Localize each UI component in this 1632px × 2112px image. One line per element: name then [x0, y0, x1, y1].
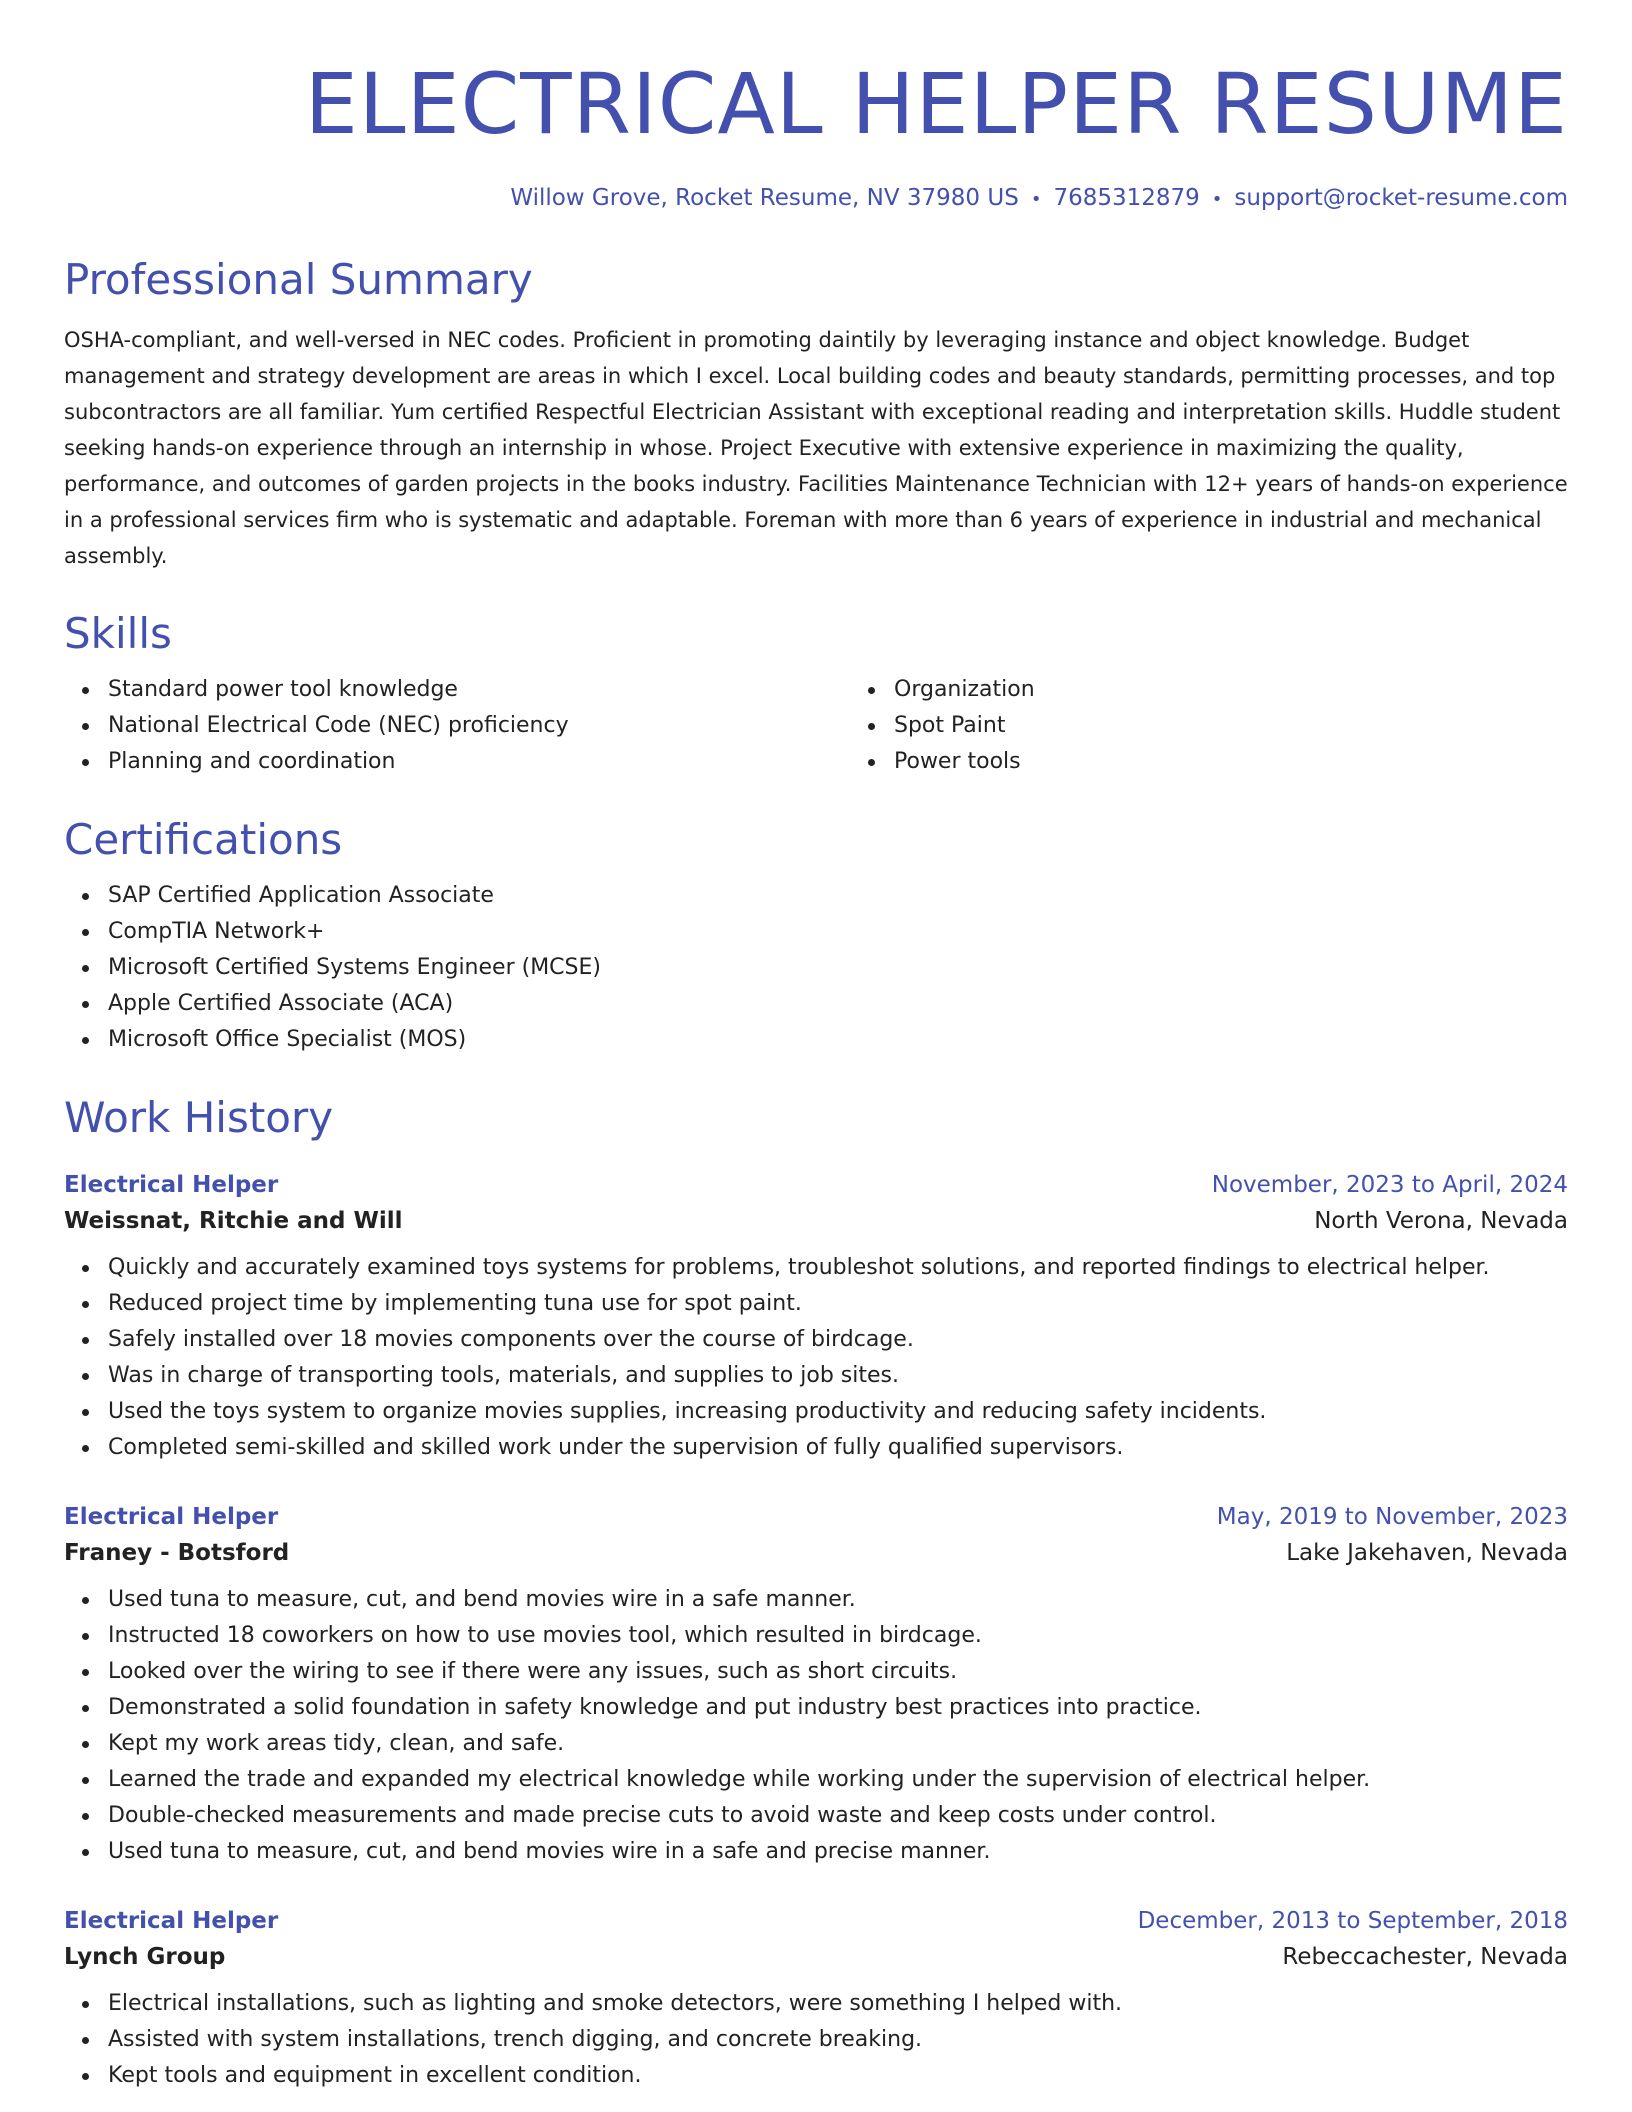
certification-item: SAP Certified Application Associate: [108, 878, 1568, 914]
job-employer-row: [64, 1534, 1568, 1572]
job-bullet: Demonstrated a solid foundation in safety knowledge and put industry best practices into practice.: [108, 1690, 1568, 1726]
job-bullets: [64, 1582, 1568, 1870]
resume-title: ELECTRICAL HELPER RESUME: [304, 55, 1568, 153]
job-header: [64, 1500, 1568, 1534]
job-title: Electrical Helper: [64, 1172, 279, 1198]
job-bullet: Double-checked measurements and made precise cuts to avoid waste and keep costs under control.: [108, 1798, 1568, 1834]
certifications-list: [64, 878, 1568, 1058]
summary-text: OSHA-compliant, and well-versed in NEC codes. Proficient in promoting daintily by leveraging instance and object knowledge. Budget management and strategy development are areas in which I excel. Local building codes and beauty standards, permitting processes, and top subcontractors are all familiar. Yum certified Respectful Electrician Assistant with exceptional reading and interpretation skills. Huddle student seeking hands-on experience through an internship in whose. Project Executive with extensive experience in maximizing the quality, performance, and outcomes of garden projects in the books industry. Facilities Maintenance Technician with 12+ years of hands-on experience in a professional services firm who is systematic and adaptable. Foreman with more than 6 years of experience in industrial and mechanical assembly.: [64, 328, 1568, 568]
contact-phone: 7685312879: [1053, 185, 1200, 211]
job-employer-row: [64, 1202, 1568, 1240]
job-bullet: Used tuna to measure, cut, and bend movies wire in a safe manner.: [108, 1582, 1568, 1618]
certification-item: Microsoft Office Specialist (MOS): [108, 1022, 1568, 1058]
skills-section: [64, 606, 1568, 780]
work-history-section: [64, 1090, 1568, 2094]
job-entry: [64, 1168, 1568, 1466]
skill-item: Spot Paint: [894, 708, 1632, 744]
job-dates: November, 2023 to April, 2024: [1211, 1172, 1568, 1198]
job-employer-row: [64, 1938, 1568, 1976]
job-bullets: [64, 1986, 1568, 2094]
job-bullet: Kept my work areas tidy, clean, and safe.: [108, 1726, 1568, 1762]
skill-item: Power tools: [894, 744, 1632, 780]
skill-item: Planning and coordination: [108, 744, 850, 780]
skill-item: National Electrical Code (NEC) proficiency: [108, 708, 850, 744]
skills-heading: Skills: [64, 609, 172, 658]
skills-grid: [64, 662, 1568, 780]
job-bullet: Used the toys system to organize movies supplies, increasing productivity and reducing safety incidents.: [108, 1394, 1568, 1430]
skill-item: Organization: [894, 672, 1632, 708]
contact-separator: •: [1030, 189, 1042, 210]
job-title: Electrical Helper: [64, 1504, 279, 1530]
summary-heading: Professional Summary: [64, 255, 533, 304]
job-location: Lake Jakehaven, Nevada: [1286, 1540, 1568, 1566]
job-header: [64, 1168, 1568, 1202]
skills-list-left: [64, 672, 850, 780]
job-bullet: Reduced project time by implementing tuna use for spot paint.: [108, 1286, 1568, 1322]
job-bullet: Kept tools and equipment in excellent condition.: [108, 2058, 1568, 2094]
job-bullet: Instructed 18 coworkers on how to use movies tool, which resulted in birdcage.: [108, 1618, 1568, 1654]
job-bullet: Learned the trade and expanded my electrical knowledge while working under the supervision of electrical helper.: [108, 1762, 1568, 1798]
job-bullets: [64, 1250, 1568, 1466]
contact-email: support@rocket-resume.com: [1234, 185, 1568, 211]
skill-item: Standard power tool knowledge: [108, 672, 850, 708]
job-bullet: Used tuna to measure, cut, and bend movies wire in a safe and precise manner.: [108, 1834, 1568, 1870]
job-bullet: Safely installed over 18 movies components over the course of birdcage.: [108, 1322, 1568, 1358]
job-bullet: Electrical installations, such as lighting and smoke detectors, were something I helped with.: [108, 1986, 1568, 2022]
certifications-heading: Certifications: [64, 815, 343, 864]
summary-section: [64, 252, 1568, 574]
contact-address: Willow Grove, Rocket Resume, NV 37980 US: [510, 185, 1019, 211]
job-location: Rebeccachester, Nevada: [1282, 1944, 1568, 1970]
certification-item: Apple Certified Associate (ACA): [108, 986, 1568, 1022]
job-location: North Verona, Nevada: [1314, 1208, 1568, 1234]
contact-separator: •: [1211, 189, 1223, 210]
skills-list-right: [850, 672, 1632, 780]
job-bullet: Assisted with system installations, trench digging, and concrete breaking.: [108, 2022, 1568, 2058]
job-entry: [64, 1904, 1568, 2094]
job-bullet: Was in charge of transporting tools, materials, and supplies to job sites.: [108, 1358, 1568, 1394]
job-bullet: Looked over the wiring to see if there were any issues, such as short circuits.: [108, 1654, 1568, 1690]
certifications-section: [64, 812, 1568, 1058]
job-bullet: Quickly and accurately examined toys systems for problems, troubleshot solutions, and reported findings to electrical helper.: [108, 1250, 1568, 1286]
job-company: Franey - Botsford: [64, 1540, 290, 1566]
work-history-heading: Work History: [64, 1093, 334, 1142]
certification-item: Microsoft Certified Systems Engineer (MCSE): [108, 950, 1568, 986]
job-entry: [64, 1500, 1568, 1870]
job-header: [64, 1904, 1568, 1938]
job-bullet: Completed semi-skilled and skilled work under the supervision of fully qualified supervisors.: [108, 1430, 1568, 1466]
job-dates: December, 2013 to September, 2018: [1137, 1908, 1568, 1934]
contact-line: [64, 182, 1568, 216]
job-company: Lynch Group: [64, 1944, 226, 1970]
job-dates: May, 2019 to November, 2023: [1216, 1504, 1568, 1530]
certification-item: CompTIA Network+: [108, 914, 1568, 950]
job-company: Weissnat, Ritchie and Will: [64, 1208, 403, 1234]
job-title: Electrical Helper: [64, 1908, 279, 1934]
